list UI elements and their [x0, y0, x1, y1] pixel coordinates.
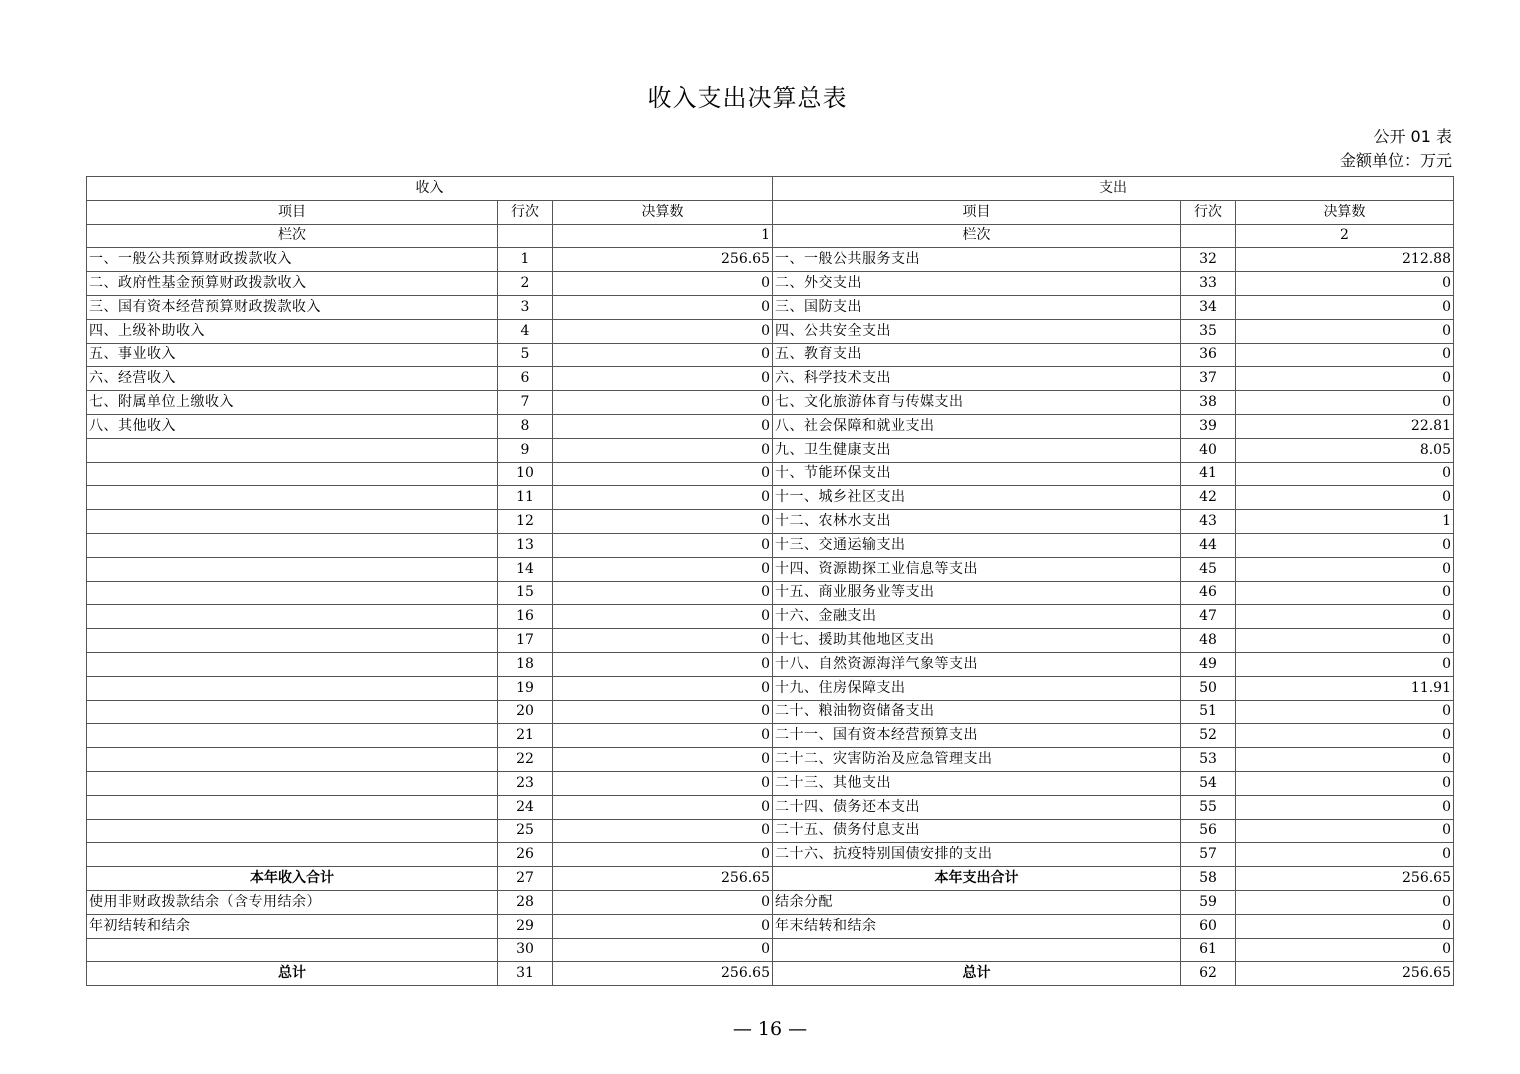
income-item-cell — [87, 700, 498, 724]
column-number-row — [87, 224, 1454, 248]
income-row-no-cell: 4 — [498, 319, 553, 343]
income-item-cell — [87, 486, 498, 510]
expense-amount-cell: 8.05 — [1236, 438, 1454, 462]
expense-row-no-cell: 41 — [1181, 462, 1236, 486]
expense-amount-header: 决算数 — [1236, 200, 1454, 224]
expense-amount-cell: 212.88 — [1236, 248, 1454, 272]
income-amount-cell: 0 — [553, 295, 773, 319]
form-number: 公开 01 表 — [1373, 127, 1452, 146]
expense-item-cell: 一、一般公共服务支出 — [773, 248, 1181, 272]
table-row — [87, 581, 1454, 605]
expense-item-cell: 二十六、抗疫特别国债安排的支出 — [773, 843, 1181, 867]
expense-row-no-cell: 53 — [1181, 748, 1236, 772]
expense-row-no-cell: 47 — [1181, 605, 1236, 629]
income-expense-table — [86, 176, 1454, 986]
table-row — [87, 438, 1454, 462]
income-item-cell: 六、经营收入 — [87, 367, 498, 391]
income-item-cell — [87, 748, 498, 772]
expense-amount-cell: 0 — [1236, 914, 1454, 938]
income-row-no-cell: 26 — [498, 843, 553, 867]
expense-amount-cell: 22.81 — [1236, 414, 1454, 438]
amount-unit: 金额单位：万元 — [1339, 151, 1452, 170]
table-row — [87, 557, 1454, 581]
expense-row-no-cell: 38 — [1181, 391, 1236, 415]
income-item-cell — [87, 438, 498, 462]
empty-cell — [498, 224, 553, 248]
expense-row-no-cell: 45 — [1181, 557, 1236, 581]
expense-item-cell: 四、公共安全支出 — [773, 319, 1181, 343]
income-amount-cell: 0 — [553, 914, 773, 938]
expense-item-cell: 二十四、债务还本支出 — [773, 795, 1181, 819]
income-row-no-cell: 9 — [498, 438, 553, 462]
income-row-no-cell: 30 — [498, 938, 553, 962]
income-row-no-cell: 8 — [498, 414, 553, 438]
income-item-cell: 二、政府性基金预算财政拨款收入 — [87, 272, 498, 296]
expense-row-no-header: 行次 — [1181, 200, 1236, 224]
expense-item-cell: 结余分配 — [773, 890, 1181, 914]
expense-item-cell: 年末结转和结余 — [773, 914, 1181, 938]
income-row-no-cell: 21 — [498, 724, 553, 748]
expense-amount-cell: 1 — [1236, 510, 1454, 534]
expense-column-label: 栏次 — [773, 224, 1181, 248]
income-row-no-cell: 12 — [498, 510, 553, 534]
expense-amount-cell: 0 — [1236, 391, 1454, 415]
table-row — [87, 533, 1454, 557]
table-row — [87, 819, 1454, 843]
expense-amount-cell: 0 — [1236, 272, 1454, 296]
table-row — [87, 629, 1454, 653]
income-section-header: 收入 — [87, 177, 773, 201]
income-row-no-cell: 31 — [498, 962, 553, 986]
income-amount-cell: 0 — [553, 486, 773, 510]
income-item-cell: 总计 — [87, 962, 498, 986]
income-row-no-cell: 11 — [498, 486, 553, 510]
table-row-total — [87, 962, 1454, 986]
expense-amount-cell: 0 — [1236, 367, 1454, 391]
expense-amount-cell: 0 — [1236, 533, 1454, 557]
table-row — [87, 605, 1454, 629]
expense-item-cell: 六、科学技术支出 — [773, 367, 1181, 391]
expense-item-cell: 五、教育支出 — [773, 343, 1181, 367]
income-row-no-cell: 5 — [498, 343, 553, 367]
table-row — [87, 248, 1454, 272]
expense-item-cell: 三、国防支出 — [773, 295, 1181, 319]
expense-amount-cell: 0 — [1236, 462, 1454, 486]
income-amount-cell: 256.65 — [553, 867, 773, 891]
income-amount-cell: 256.65 — [553, 962, 773, 986]
income-row-no-header: 行次 — [498, 200, 553, 224]
expense-item-cell: 二十五、债务付息支出 — [773, 819, 1181, 843]
income-amount-header: 决算数 — [553, 200, 773, 224]
expense-amount-cell: 256.65 — [1236, 962, 1454, 986]
income-row-no-cell: 22 — [498, 748, 553, 772]
table-row — [87, 414, 1454, 438]
table-row — [87, 938, 1454, 962]
expense-amount-cell: 0 — [1236, 557, 1454, 581]
income-item-cell: 七、附属单位上缴收入 — [87, 391, 498, 415]
expense-amount-cell: 0 — [1236, 724, 1454, 748]
income-row-no-cell: 20 — [498, 700, 553, 724]
expense-item-cell: 十九、住房保障支出 — [773, 676, 1181, 700]
income-row-no-cell: 6 — [498, 367, 553, 391]
table-row — [87, 676, 1454, 700]
income-item-cell — [87, 605, 498, 629]
expense-amount-cell: 0 — [1236, 748, 1454, 772]
expense-amount-cell: 0 — [1236, 819, 1454, 843]
expense-amount-cell: 0 — [1236, 295, 1454, 319]
income-item-cell: 使用非财政拨款结余（含专用结余） — [87, 890, 498, 914]
table-row — [87, 272, 1454, 296]
income-amount-cell: 0 — [553, 748, 773, 772]
income-row-no-cell: 3 — [498, 295, 553, 319]
expense-amount-cell: 0 — [1236, 605, 1454, 629]
income-item-cell — [87, 771, 498, 795]
income-row-no-cell: 19 — [498, 676, 553, 700]
expense-item-cell: 二、外交支出 — [773, 272, 1181, 296]
table-row — [87, 890, 1454, 914]
income-row-no-cell: 7 — [498, 391, 553, 415]
income-amount-cell: 0 — [553, 819, 773, 843]
expense-row-no-cell: 34 — [1181, 295, 1236, 319]
page-title: 收入支出决算总表 — [647, 84, 848, 112]
income-item-cell — [87, 629, 498, 653]
expense-row-no-cell: 54 — [1181, 771, 1236, 795]
income-item-cell: 三、国有资本经营预算财政拨款收入 — [87, 295, 498, 319]
income-item-cell: 年初结转和结余 — [87, 914, 498, 938]
income-item-cell: 一、一般公共预算财政拨款收入 — [87, 248, 498, 272]
income-item-cell — [87, 676, 498, 700]
expense-row-no-cell: 37 — [1181, 367, 1236, 391]
income-amount-cell: 0 — [553, 724, 773, 748]
expense-amount-cell: 0 — [1236, 700, 1454, 724]
expense-row-no-cell: 36 — [1181, 343, 1236, 367]
expense-item-cell: 二十三、其他支出 — [773, 771, 1181, 795]
table-row — [87, 486, 1454, 510]
income-row-no-cell: 23 — [498, 771, 553, 795]
income-item-cell: 本年收入合计 — [87, 867, 498, 891]
income-column-number: 1 — [553, 224, 773, 248]
income-amount-cell: 0 — [553, 795, 773, 819]
income-row-no-cell: 13 — [498, 533, 553, 557]
expense-amount-cell: 0 — [1236, 890, 1454, 914]
income-amount-cell: 0 — [553, 771, 773, 795]
expense-amount-cell: 0 — [1236, 581, 1454, 605]
table-row — [87, 343, 1454, 367]
expense-amount-cell: 0 — [1236, 319, 1454, 343]
expense-row-no-cell: 33 — [1181, 272, 1236, 296]
expense-amount-cell: 0 — [1236, 843, 1454, 867]
expense-amount-cell: 256.65 — [1236, 867, 1454, 891]
income-amount-cell: 0 — [553, 605, 773, 629]
income-row-no-cell: 2 — [498, 272, 553, 296]
table-row — [87, 319, 1454, 343]
income-item-cell: 八、其他收入 — [87, 414, 498, 438]
expense-amount-cell: 0 — [1236, 652, 1454, 676]
income-amount-cell: 0 — [553, 652, 773, 676]
income-row-no-cell: 10 — [498, 462, 553, 486]
expense-item-cell: 九、卫生健康支出 — [773, 438, 1181, 462]
income-item-cell — [87, 724, 498, 748]
income-amount-cell: 0 — [553, 462, 773, 486]
income-amount-cell: 0 — [553, 843, 773, 867]
income-amount-cell: 0 — [553, 581, 773, 605]
income-amount-cell: 0 — [553, 890, 773, 914]
expense-amount-cell: 11.91 — [1236, 676, 1454, 700]
income-amount-cell: 0 — [553, 319, 773, 343]
expense-item-cell: 二十二、灾害防治及应急管理支出 — [773, 748, 1181, 772]
income-amount-cell: 0 — [553, 676, 773, 700]
expense-row-no-cell: 35 — [1181, 319, 1236, 343]
table-row — [87, 295, 1454, 319]
expense-row-no-cell: 50 — [1181, 676, 1236, 700]
expense-row-no-cell: 40 — [1181, 438, 1236, 462]
table-row — [87, 367, 1454, 391]
income-amount-cell: 0 — [553, 367, 773, 391]
income-row-no-cell: 24 — [498, 795, 553, 819]
expense-item-cell: 八、社会保障和就业支出 — [773, 414, 1181, 438]
income-row-no-cell: 25 — [498, 819, 553, 843]
table-row — [87, 748, 1454, 772]
income-amount-cell: 0 — [553, 700, 773, 724]
expense-item-cell: 十、节能环保支出 — [773, 462, 1181, 486]
expense-amount-cell: 0 — [1236, 938, 1454, 962]
expense-item-cell: 十六、金融支出 — [773, 605, 1181, 629]
expense-row-no-cell: 46 — [1181, 581, 1236, 605]
expense-amount-cell: 0 — [1236, 629, 1454, 653]
expense-amount-cell: 0 — [1236, 795, 1454, 819]
expense-item-header: 项目 — [773, 200, 1181, 224]
column-header-row — [87, 200, 1454, 224]
income-row-no-cell: 29 — [498, 914, 553, 938]
expense-row-no-cell: 55 — [1181, 795, 1236, 819]
income-row-no-cell: 27 — [498, 867, 553, 891]
table-row — [87, 795, 1454, 819]
income-row-no-cell: 16 — [498, 605, 553, 629]
income-item-cell — [87, 795, 498, 819]
income-row-no-cell: 28 — [498, 890, 553, 914]
table-row — [87, 462, 1454, 486]
table-row — [87, 700, 1454, 724]
expense-amount-cell: 0 — [1236, 486, 1454, 510]
expense-row-no-cell: 42 — [1181, 486, 1236, 510]
expense-row-no-cell: 58 — [1181, 867, 1236, 891]
section-header-row — [87, 177, 1454, 201]
income-amount-cell: 0 — [553, 533, 773, 557]
income-amount-cell: 0 — [553, 438, 773, 462]
income-column-label: 栏次 — [87, 224, 498, 248]
income-item-cell — [87, 938, 498, 962]
income-amount-cell: 0 — [553, 938, 773, 962]
income-item-cell — [87, 843, 498, 867]
expense-row-no-cell: 43 — [1181, 510, 1236, 534]
income-row-no-cell: 14 — [498, 557, 553, 581]
table-row — [87, 843, 1454, 867]
expense-row-no-cell: 62 — [1181, 962, 1236, 986]
income-item-cell: 五、事业收入 — [87, 343, 498, 367]
expense-row-no-cell: 61 — [1181, 938, 1236, 962]
income-row-no-cell: 1 — [498, 248, 553, 272]
income-row-no-cell: 15 — [498, 581, 553, 605]
expense-row-no-cell: 48 — [1181, 629, 1236, 653]
income-amount-cell: 0 — [553, 414, 773, 438]
income-item-cell — [87, 510, 498, 534]
income-row-no-cell: 18 — [498, 652, 553, 676]
expense-row-no-cell: 59 — [1181, 890, 1236, 914]
income-item-cell — [87, 819, 498, 843]
expense-row-no-cell: 44 — [1181, 533, 1236, 557]
income-item-cell — [87, 652, 498, 676]
table-row — [87, 914, 1454, 938]
income-item-header: 项目 — [87, 200, 498, 224]
income-amount-cell: 0 — [553, 629, 773, 653]
table-row — [87, 510, 1454, 534]
expense-row-no-cell: 49 — [1181, 652, 1236, 676]
table-row — [87, 652, 1454, 676]
income-item-cell — [87, 462, 498, 486]
expense-row-no-cell: 56 — [1181, 819, 1236, 843]
expense-item-cell: 十八、自然资源海洋气象等支出 — [773, 652, 1181, 676]
expense-item-cell: 十七、援助其他地区支出 — [773, 629, 1181, 653]
page-number: — 16 — — [732, 1018, 808, 1040]
expense-item-cell: 二十一、国有资本经营预算支出 — [773, 724, 1181, 748]
expense-amount-cell: 0 — [1236, 343, 1454, 367]
expense-row-no-cell: 32 — [1181, 248, 1236, 272]
expense-item-cell — [773, 938, 1181, 962]
expense-row-no-cell: 39 — [1181, 414, 1236, 438]
expense-item-cell: 十四、资源勘探工业信息等支出 — [773, 557, 1181, 581]
expense-row-no-cell: 60 — [1181, 914, 1236, 938]
expense-item-cell: 本年支出合计 — [773, 867, 1181, 891]
income-amount-cell: 0 — [553, 391, 773, 415]
income-item-cell — [87, 533, 498, 557]
expense-section-header: 支出 — [773, 177, 1454, 201]
income-amount-cell: 0 — [553, 272, 773, 296]
income-item-cell: 四、上级补助收入 — [87, 319, 498, 343]
table-row — [87, 771, 1454, 795]
table-row — [87, 724, 1454, 748]
income-row-no-cell: 17 — [498, 629, 553, 653]
income-item-cell — [87, 557, 498, 581]
expense-item-cell: 总计 — [773, 962, 1181, 986]
income-amount-cell: 256.65 — [553, 248, 773, 272]
expense-row-no-cell: 52 — [1181, 724, 1236, 748]
expense-item-cell: 二十、粮油物资储备支出 — [773, 700, 1181, 724]
empty-cell — [1181, 224, 1236, 248]
income-amount-cell: 0 — [553, 510, 773, 534]
table-row-total — [87, 867, 1454, 891]
expense-item-cell: 十三、交通运输支出 — [773, 533, 1181, 557]
expense-amount-cell: 0 — [1236, 771, 1454, 795]
expense-row-no-cell: 51 — [1181, 700, 1236, 724]
income-amount-cell: 0 — [553, 557, 773, 581]
expense-item-cell: 十二、农林水支出 — [773, 510, 1181, 534]
expense-row-no-cell: 57 — [1181, 843, 1236, 867]
expense-column-number: 2 — [1236, 224, 1454, 248]
table-row — [87, 391, 1454, 415]
expense-item-cell: 七、文化旅游体育与传媒支出 — [773, 391, 1181, 415]
expense-item-cell: 十一、城乡社区支出 — [773, 486, 1181, 510]
income-item-cell — [87, 581, 498, 605]
expense-item-cell: 十五、商业服务业等支出 — [773, 581, 1181, 605]
income-amount-cell: 0 — [553, 343, 773, 367]
